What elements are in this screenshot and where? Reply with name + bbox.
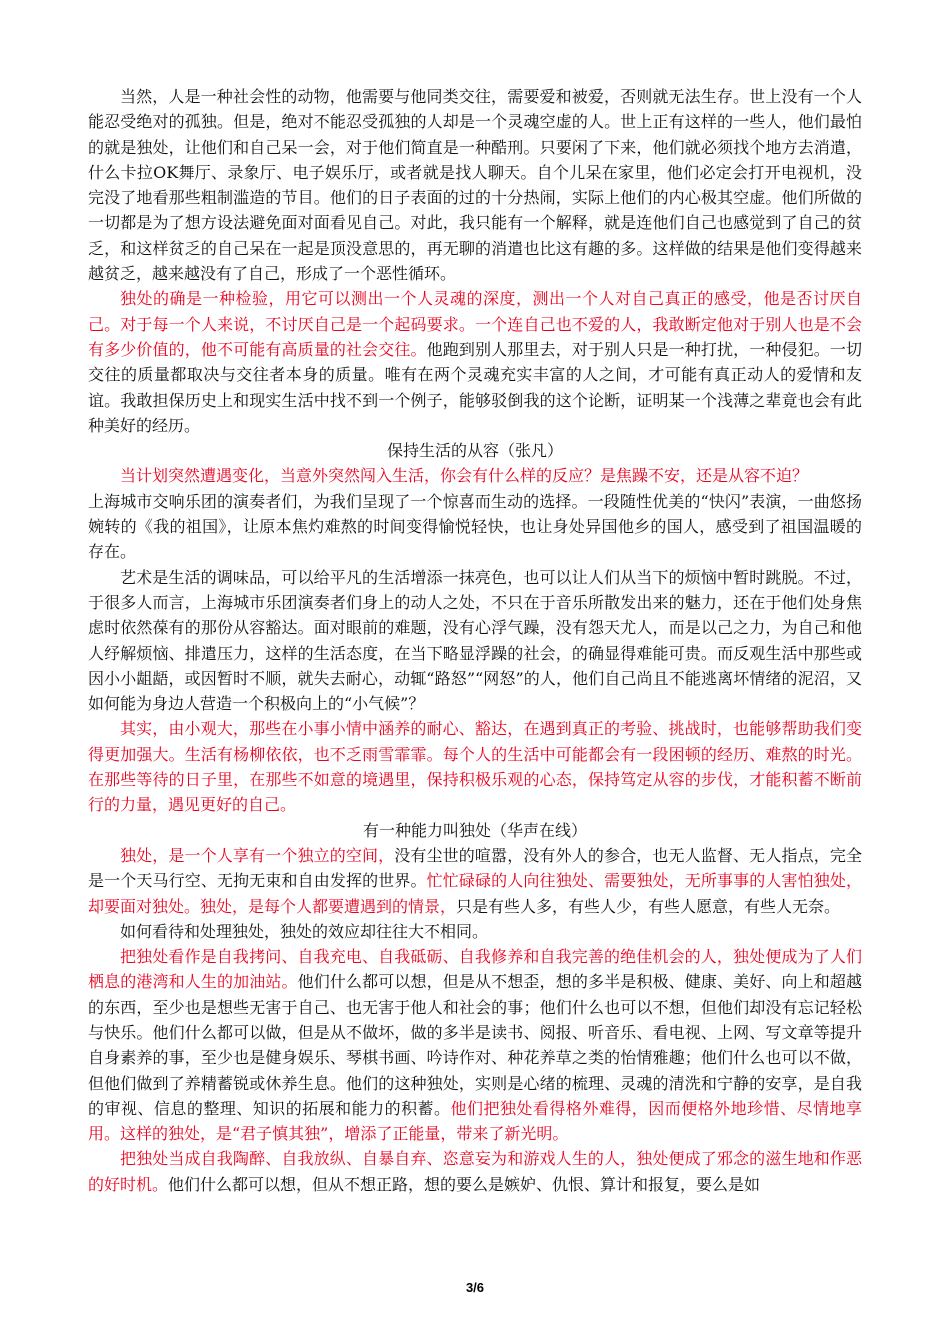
paragraph-solitude-social: 当然，人是一种社会性的动物，他需要与他同类交往，需要爱和被爱，否则就无法生存。世上没有一个人能忍受绝对的孤独。但是，绝对不能忍受孤独的人却是一个灵魂空虚的人。世上正有这样的一些人，他们最怕的就是独处，让他们和自己呆一会，对于他们简直是一种酷刑。只要闲了下来，他们就必须找个地方去消遣，什么卡拉OK舞厅、录象厅、电子娱乐厅，或者就是找人聊天。自个儿呆在家里，他们必定会打开电视机，没完没了地看那些粗制滥造的节目。他们的日子表面的过的十分热闹，实际上他们的内心极其空虚。他们所做的一切都是为了想方设法避免面对面看见自己。对此，我只能有一个解释，就是连他们自己也感觉到了自己的贫乏，和这样贫乏的自己呆在一起是顶没意思的，再无聊的消遣也比这有趣的多。这样做的结果是他们变得越来越贫乏，越来越没有了自己，形成了一个恶性循环。 xyxy=(88,87,862,284)
section-heading-composure: 保持生活的从容（张凡） xyxy=(386,441,563,461)
highlighted-text: 其实，由小观大，那些在小事小情中涵养的耐心、豁达，在遇到真正的考验、挑战时，也能够帮助我们变得更加强大。生活有杨柳依依，也不乏雨雪霏霏。每个人的生活中可能都会有一段困顿的经历、难熬的时光。在那些等待的日子里，在那些不如意的境遇里，保持积极乐观的心态，保持笃定从容的步伐，才能积蓄不断前行的力量，遇见更好的自己。 xyxy=(88,719,862,815)
highlighted-text: 独处的确是一种检验，用它可以测出一个人灵魂的深度，测出一个人对自己真正的感受，他是否讨厌自己。对于每一个人来说，不讨厌自己是一个起码要求。一个连自己也不爱的人，我敢断定他对于别人也是不会有多少价值的，他不可能有高质量的社会交往。 xyxy=(88,289,862,359)
paragraph-negative-solitude: 把独处当成自我陶醉、自我放纵、自暴自弃、恣意妄为和游戏人生的人，独处便成了邪念的滋生地和作恶的好时机。他们什么都可以想，但从不想正路，想的要么是嫉妒、仇恨、算计和报复，要么是如 xyxy=(88,1149,862,1194)
highlighted-text: 他们把独处看得格外难得，因而便格外地珍惜、尽情地享用。这样的独处，是“君子慎其独”，增添了正能量，带来了新光明。 xyxy=(88,1098,862,1144)
paragraph-solitude-test: 独处的确是一种检验，用它可以测出一个人灵魂的深度，测出一个人对自己真正的感受，他是否讨厌自己。对于每一个人来说，不讨厌自己是一个起码要求。一个连自己也不爱的人，我敢断定他对于别人也是不会有多少价值的，他不可能有高质量的社会交往。他跑到别人那里去，对于别人只是一种打扰，一种侵犯。一切交往的质量都取决与交往者本身的质量。唯有在两个灵魂充实丰富的人之间，才可能有真正动人的爱情和友谊。我敢担保历史上和现实生活中找不到一个例子，能够驳倒我的这个论断，证明某一个浅薄之辈竟也会有此种美好的经历。 xyxy=(88,289,862,435)
highlighted-text: 当计划突然遭遇变化，当意外突然闯入生活，你会有什么样的反应？是焦躁不安，还是从容不迫？ xyxy=(120,466,809,486)
highlighted-text: 忙忙碌碌的人向往独处、需要独处，无所事事的人害怕独处，却要面对独处。独处，是每个人都要遭遇到的情景， xyxy=(88,871,862,916)
paragraph-positive-solitude: 把独处看作是自我拷问、自我充电、自我砥砺、自我修养和自我完善的绝佳机会的人，独处便成为了人们栖息的港湾和人生的加油站。他们什么都可以想，但是从不想歪，想的多半是积极、健康、美好、向上和超越的东西，至少也是想些无害于自己、也无害于他人和社会的事；他们什么也可以不想，但他们却没有忘记轻松与快乐。他们什么都可以做，但是从不做坏，做的多半是读书、阅报、听音乐、看电视、上网、写文章等提升自身素养的事，至少也是健身娱乐、琴棋书画、吟诗作对、种花养草之类的怡情雅趣；他们什么也可以不做，但他们做到了养精蓄锐或休养生息。他们的这种独处，实则是心绪的梳理、灵魂的清洗和宁静的安享，是自我的审视、信息的整理、知识的拓展和能力的积蓄。他们把独处看得格外难得，因而便格外地珍惜、尽情地享用。这样的独处，是“君子慎其独”，增添了正能量，带来了新光明。 xyxy=(88,947,862,1144)
paragraph-orchestra: 上海城市交响乐团的演奏者们，为我们呈现了一个惊喜而生动的选择。一段随性优美的“快闪”表演，一曲悠扬婉转的《我的祖国》，让原本焦灼难熬的时间变得愉悦轻快，也让身处异国他乡的国人，感受到了祖国温暖的存在。 xyxy=(88,491,862,562)
highlighted-text: 独处，是一个人享有一个独立的空间， xyxy=(120,845,395,865)
paragraph-solitude-definition: 独处，是一个人享有一个独立的空间，没有尘世的喧嚣，没有外人的参合，也无人监督、无人指点，完全是一个天马行空、无拘无束和自由发挥的世界。忙忙碌碌的人向往独处、需要独处，无所事事的人害怕独处，却要面对独处。独处，是每个人都要遭遇到的情景，只是有些人多，有些人少，有些人愿意，有些人无奈。 xyxy=(88,845,862,916)
highlighted-text: 把独处当成自我陶醉、自我放纵、自暴自弃、恣意妄为和游戏人生的人，独处便成了邪念的滋生地和作恶的好时机。 xyxy=(88,1149,862,1194)
paragraph-art-seasoning: 艺术是生活的调味品，可以给平凡的生活增添一抹亮色，也可以让人们从当下的烦恼中暂时跳脱。不过，于很多人而言，上海城市乐团演奏者们身上的动人之处，不只在于音乐所散发出来的魅力，还在于他们处身焦虑时依然葆有的那份从容豁达。面对眼前的难题，没有心浮气躁，没有怨天尤人，而是以己之力，为自己和他人纾解烦恼、排遣压力，这样的生活态度，在当下略显浮躁的社会，的确显得难能可贵。而反观生活中那些或因小小龃龉，或因暂时不顺，就失去耐心，动辄“路怒”“网怒”的人，他们自己尚且不能逃离坏情绪的泥沼，又如何能为身边人营造一个积极向上的“小气候”？ xyxy=(88,567,862,714)
paragraph-effect: 如何看待和处理独处，独处的效应却往往大不相同。 xyxy=(120,921,489,941)
paragraph-plan-change xyxy=(88,463,862,488)
section-heading-solitude-ability: 有一种能力叫独处（华声在线） xyxy=(362,820,587,840)
paragraph-patience xyxy=(88,716,862,817)
page-number: 3/6 xyxy=(465,1280,485,1295)
highlighted-text: 把独处看作是自我拷问、自我充电、自我砥砺、自我修养和自我完善的绝佳机会的人，独处便成为了人们栖息的港湾和人生的加油站。 xyxy=(88,947,862,992)
document-body xyxy=(88,84,862,1197)
